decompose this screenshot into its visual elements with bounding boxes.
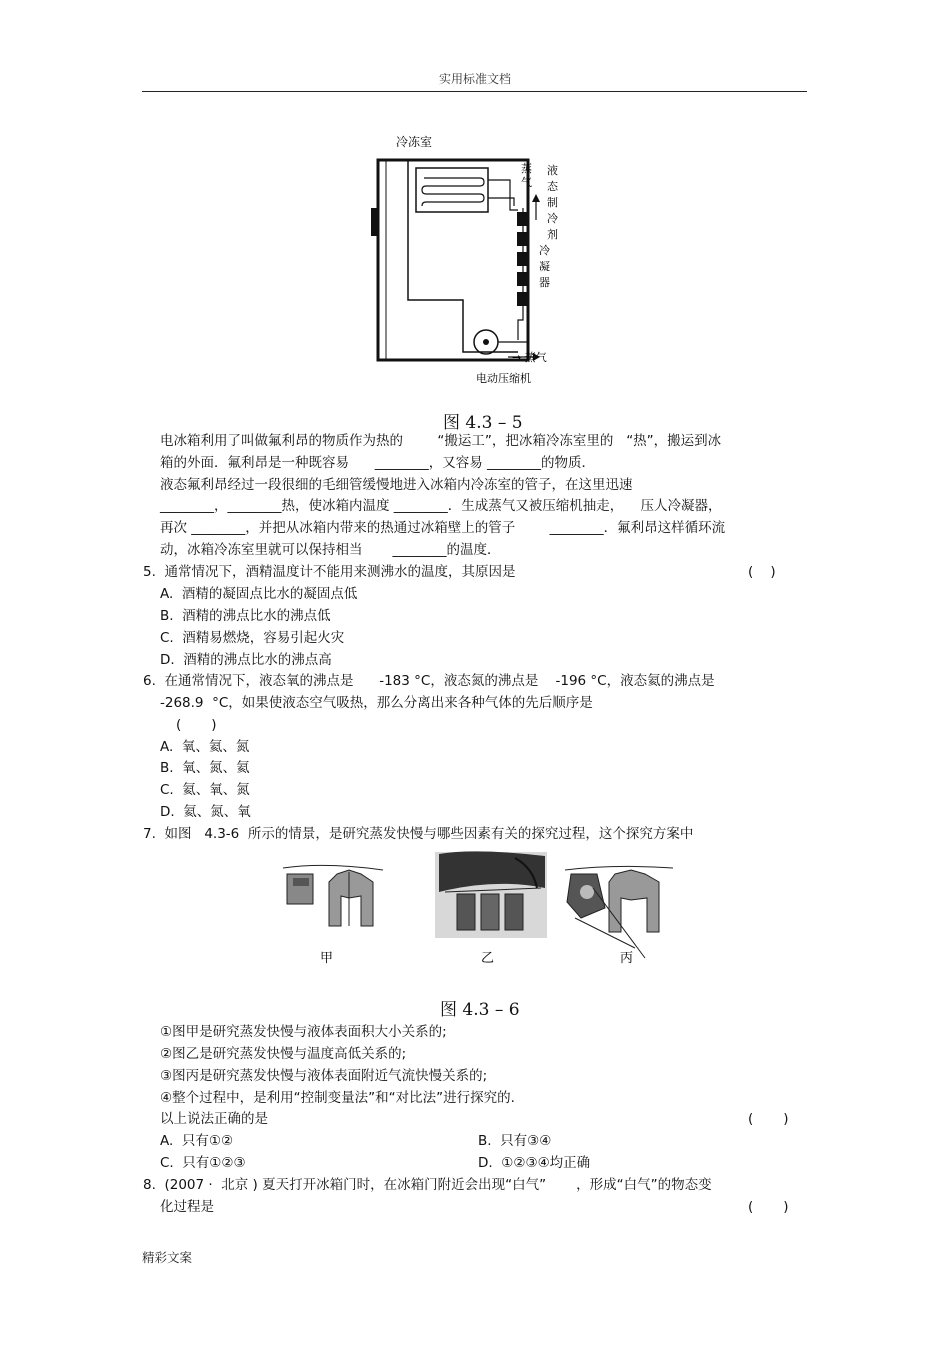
page-header: 实用标准文档 — [438, 72, 511, 86]
q6-stem-1: 6. 在通常情况下，液态氧的沸点是 -183 °C，液态氮的沸点是 -196 °C，液态氦的沸点是 — [143, 673, 715, 689]
freezer-coil — [422, 178, 484, 206]
q5-option-c: C. 酒精易燃烧，容易引起火灾 — [160, 630, 345, 646]
evaporation-figure-svg — [275, 848, 680, 988]
cabinet-outline — [378, 160, 528, 360]
panel-label-yi: 乙 — [481, 951, 495, 966]
label-liquid-2: 制 — [547, 196, 558, 209]
intro-line-4: ________，________热，使冰箱内温度 ________．生成蒸气又被压缩机抽走， 压人冷凝器， — [160, 498, 722, 514]
label-liquid-4: 剂 — [547, 228, 558, 241]
door-handle — [371, 208, 379, 236]
label-liquid-3: 冷 — [547, 212, 558, 225]
page-footer: 精彩文案 — [142, 1250, 193, 1265]
intro-line-1: 电冰箱利用了叫做氟利昂的物质作为热的 “搬运工”，把冰箱冷冻室里的 “热”，搬运到冰 — [160, 433, 722, 449]
q7-stem: 7. 如图 4.3-6 所示的情景，是研究蒸发快慢与哪些因素有关的探究过程，这个探究方案中 — [143, 826, 694, 842]
label-condenser-2: 器 — [539, 276, 550, 289]
header-rule — [142, 91, 807, 92]
figure-caption-4-3-6: 图 4.3 – 6 — [440, 1000, 520, 1020]
label-condenser-1: 凝 — [539, 260, 550, 273]
label-compressor: 电动压缩机 — [476, 372, 531, 385]
q6-bracket: ( ) — [176, 717, 217, 733]
q7-prompt: 以上说法正确的是 — [160, 1111, 268, 1127]
q5-option-b: B. 酒精的沸点比水的沸点低 — [160, 608, 331, 624]
panel-bing-image — [565, 866, 673, 958]
q6-option-c: C. 氦、氧、氮 — [160, 782, 250, 798]
label-steam-top-2: 气 — [521, 176, 532, 189]
label-freezer: 冷冻室 — [396, 135, 433, 149]
panel-yi-image — [435, 851, 547, 938]
q8-bracket: ( ) — [748, 1199, 789, 1215]
q7-option-a: A. 只有①② — [160, 1133, 234, 1149]
label-liquid-0: 液 — [547, 164, 558, 177]
q7-statement-2: ②图乙是研究蒸发快慢与温度高低关系的; — [160, 1046, 407, 1062]
q5-bracket: ( ) — [748, 564, 776, 580]
figure-caption-4-3-5: 图 4.3 – 5 — [443, 413, 523, 433]
intro-line-5: 再次 ________，并把从冰箱内带来的热通过冰箱壁上的管子 ________．氟利昂这样循环流 — [160, 520, 726, 536]
refrigerator-diagram-svg — [368, 120, 588, 400]
q5-option-d: D. 酒精的沸点比水的沸点高 — [160, 652, 332, 668]
panel-label-jia: 甲 — [320, 951, 334, 966]
q7-statement-1: ①图甲是研究蒸发快慢与液体表面积大小关系的; — [160, 1024, 447, 1040]
q6-option-d: D. 氦、氮、氧 — [160, 804, 251, 820]
intro-line-3: 液态氟利昂经过一段很细的毛细管缓慢地进入冰箱内冷冻室的管子，在这里迅速 — [160, 477, 633, 493]
q7-option-b: B. 只有③④ — [478, 1133, 552, 1149]
label-steam-bottom: → 蒸气 — [512, 351, 547, 364]
label-condenser-0: 冷 — [539, 244, 550, 257]
panel-jia-image — [283, 865, 383, 926]
freezer-box — [416, 168, 488, 212]
intro-line-2: 箱的外面．氟利昂是一种既容易 ________，又容易 ________的物质． — [160, 455, 596, 471]
q7-statement-4: ④整个过程中，是利用“控制变量法”和“对比法”进行探究的. — [160, 1090, 515, 1106]
q5-option-a: A. 酒精的凝固点比水的凝固点低 — [160, 586, 358, 602]
q8-stem-2: 化过程是 — [160, 1199, 214, 1215]
q5-stem: 5. 通常情况下，酒精温度计不能用来测沸水的温度，其原因是 — [143, 564, 516, 580]
refrigerator-diagram — [368, 120, 588, 400]
q7-option-c: C. 只有①②③ — [160, 1155, 246, 1171]
evaporation-figure — [275, 848, 680, 988]
q6-stem-2: -268.9 °C，如果使液态空气吸热，那么分离出来各种气体的先后顺序是 — [160, 695, 593, 711]
q6-option-b: B. 氧、氮、氦 — [160, 760, 250, 776]
label-liquid-1: 态 — [547, 180, 558, 193]
label-steam-top-1: 蒸 — [521, 162, 532, 175]
q6-option-a: A. 氧、氦、氮 — [160, 739, 250, 755]
panel-label-bing: 丙 — [620, 951, 634, 966]
q7-statement-3: ③图丙是研究蒸发快慢与液体表面附近气流快慢关系的; — [160, 1068, 488, 1084]
intro-line-6: 动，冰箱冷冻室里就可以保持相当 ________的温度． — [160, 542, 501, 558]
inner-liner — [408, 160, 518, 352]
q8-stem-1: 8. (2007 · 北京 ) 夏天打开冰箱门时，在冰箱门附近会出现“白气” ，形成“白气”的物态变 — [143, 1177, 712, 1193]
q7-option-d: D. ①②③④均正确 — [478, 1155, 591, 1171]
q7-bracket: ( ) — [748, 1111, 789, 1127]
